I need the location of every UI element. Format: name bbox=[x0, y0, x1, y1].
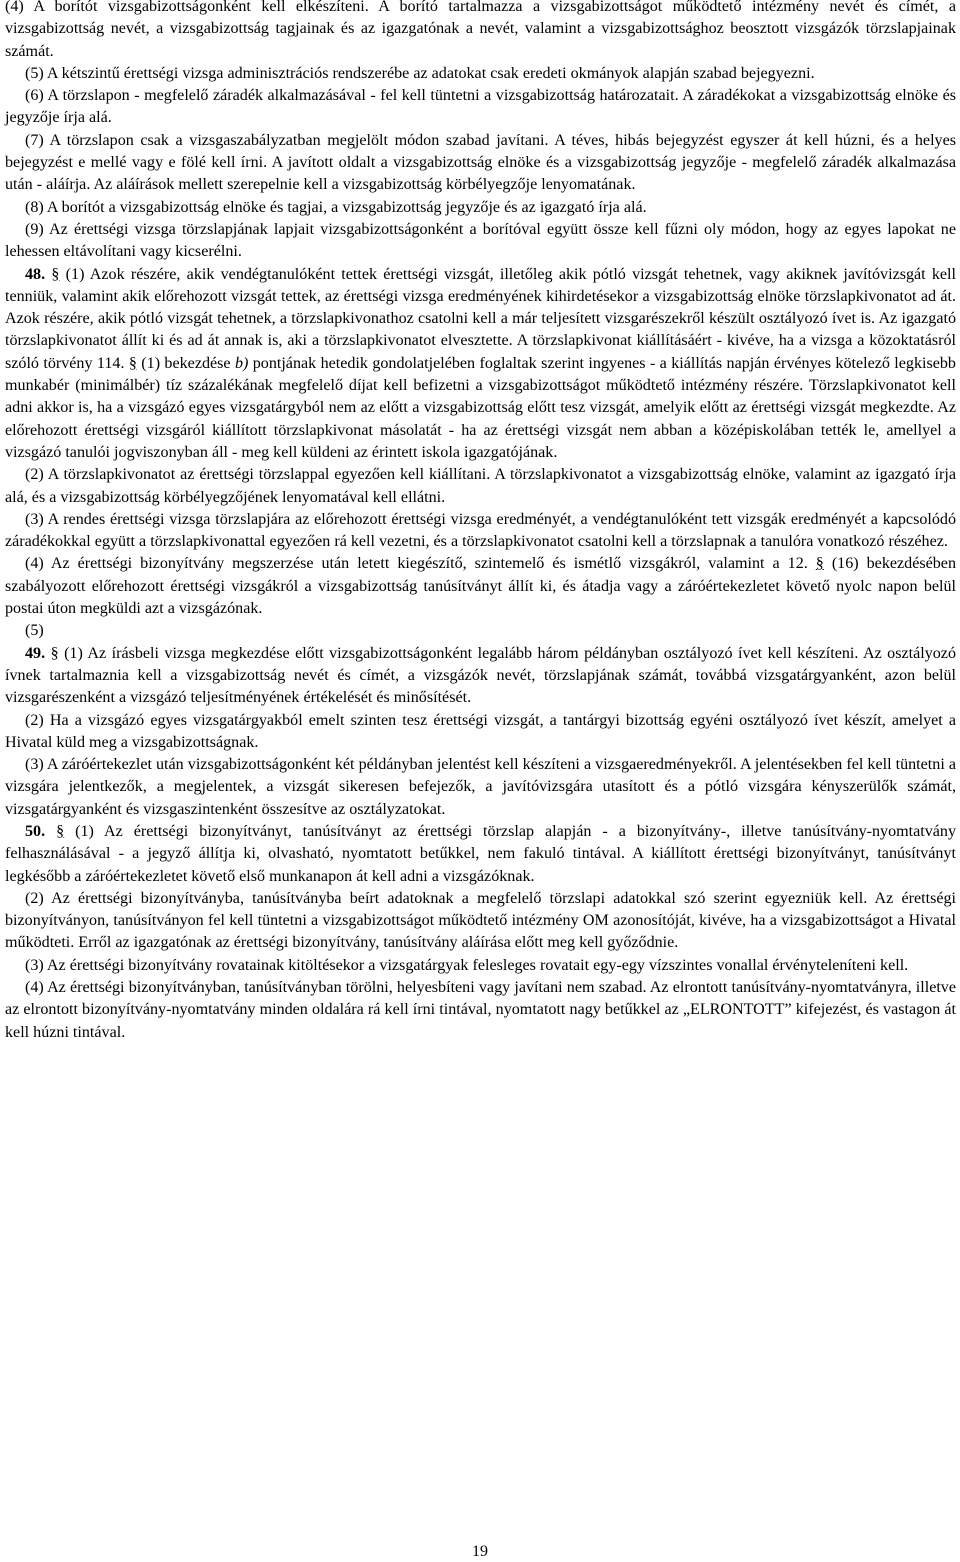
paragraph-text: (4) Az érettségi bizonyítvány megszerzése után letett kiegészítő, szintemelő és ismétlő vizsgákról, valamint a 12. bbox=[25, 555, 816, 573]
section-50-paragraph-2: (2) Az érettségi bizonyítványba, tanúsítványba beírt adatoknak a megfelelő törzslapi adatokkal szó szerint egyezniük kell. Az érettségi bizonyítványon, tanúsítványon fel kell tüntetni a vizsgabizottságot működtető intézmény OM azonosítóját, kivéve, ha a vizsgabizottságot a Hivatal működteti. Erről az igazgatónak az érettségi bizonyítvány, tanúsítvány aláírása előtt meg kell győződnie. bbox=[5, 889, 956, 952]
paragraph-text: pontjának hetedik gondolatjelében foglaltak szerint ingyenes - a kiállítás napján érvényes kötelező legkisebb munkabér (minimálbér) tíz százalékának megfelelő díjat kell befizetni a vizsgabizottságot működtető intézmény részére. Törzslapkivonatot kell adni akkor is, ha a vizsgázó egyes vizsgatárgyból nem az előtt a vizsgabizottság előtt tesz vizsgát, amelyik előtt az érettségi vizsgát megkezdte. Az előrehozott érettségi vizsgáról kiállított törzslapkivonat másolatát - ha az érettségi vizsgát nem abban a középiskolában tették le, amellyel a vizsgázó tanulói jogviszonyban áll - meg kell küldeni az érintett iskola igazgatójának. bbox=[5, 354, 956, 461]
section-number: 49. bbox=[25, 644, 46, 662]
paragraph-7-javitas: (7) A törzslapon csak a vizsgaszabályzatban megjelölt módon szabad javítani. A téves, hibás bejegyzést egyszer át kell húzni, és a helyes bejegyzést e mellé vagy e fölé kell írni. A javított oldalt a vizsgabizottság elnöke és a vizsgabizottság jegyzője - megfelelő záradék alkalmazása után - aláírja. Az aláírások mellett szerepelnie kell a vizsgabizottság körbélyegzője lenyomatának. bbox=[5, 131, 956, 194]
section-sign: § bbox=[51, 265, 60, 283]
paragraph-borito: (4) A borítót vizsgabizottságonként kell elkészíteni. A borító tartalmazza a vizsgabizottságot működtető intézmény nevét és címét, a vizsgabizottság nevét, a vizsgabizottság tagjainak és az igazgatónak a nevét, valamint a vizsgabizottsághoz beosztott vizsgázók törzslapjainak számát. bbox=[5, 0, 956, 60]
page-number: 19 bbox=[472, 1543, 488, 1560]
section-48-paragraph-1 bbox=[5, 264, 956, 465]
section-sign: § bbox=[815, 555, 824, 573]
paragraph-text: (1) Az írásbeli vizsga megkezdése előtt vizsgabizottságonként legalább három példányban osztályozó ívet kell készíteni. Az osztályozó ívnek tartalmaznia kell a vizsgabizottság nevét és címét, a vizsgázók nevét, törzslapjának számát, továbbá vizsgatárgyanként, azon belül vizsgarészenként a vizsgázó teljesítményének értékelését és minősítését. bbox=[5, 644, 956, 707]
section-50-paragraph-3: (3) Az érettségi bizonyítvány rovatainak kitöltésekor a vizsgatárgyak felesleges rovatait egy-egy vízszintes vonallal érvényteleníteni kell. bbox=[25, 956, 909, 974]
section-48-paragraph-3: (3) A rendes érettségi vizsga törzslapjára az előrehozott érettségi vizsga eredményét, a vendégtanulóként tett vizsgák eredményét a kapcsolódó záradékokkal együtt a törzslapkivonattal egyezően rá kell vezetni, és a törzslapkivonatot csatolni kell a törzslapnak a tanulóra vonatkozó részéhez. bbox=[5, 510, 956, 551]
section-48-paragraph-2: (2) A törzslapkivonatot az érettségi törzslappal egyezően kell kiállítani. A törzslapkivonatot a vizsgabizottság elnöke, valamint az igazgató írja alá, és a vizsgabizottság körbélyegzőjének lenyomatával kell ellátni. bbox=[5, 466, 956, 506]
paragraph-text: (16) bekezdésében szabályozott előrehozott érettségi vizsgákról a vizsgabizottság tanúsítványt állít ki, és átadja vagy a záróértekezletet követő nyolc napon belül postai úton megküldi azt a vizsgázónak. bbox=[5, 555, 956, 618]
section-48-paragraph-4 bbox=[5, 553, 956, 620]
paragraph-text: (1) bekezdése bbox=[136, 354, 235, 372]
section-sign: § bbox=[50, 644, 59, 662]
paragraph-text: (1) Az érettségi bizonyítványt, tanúsítványt az érettségi törzslap alapján - a bizonyítvány-, illetve tanúsítvány-nyomtatvány felhasználásával - a jegyző állítja ki, olvasható, nyomtatott betűkkel, nem fakuló tintával. A kiállított érettségi bizonyítványt, tanúsítványt legkésőbb a záróértekezletet követő első munkanapon át kell adni a vizsgázóknak. bbox=[5, 822, 957, 885]
section-50-paragraph-4: (4) Az érettségi bizonyítványban, tanúsítványban törölni, helyesbíteni vagy javítani nem szabad. Az elrontott tanúsítvány-nyomtatványra, illetve az elrontott bizonyítvány-nyomtatvány minden oldalára rá kell írni tintával, nyomtatott nagy betűkkel az „ELRONTOTT” kifejezést, és vastagon át kell húzni tintával. bbox=[5, 979, 956, 1041]
paragraph-8-alairas: (8) A borítót a vizsgabizottság elnöke és tagjai, a vizsgabizottság jegyzője és az igazgató írja alá. bbox=[25, 198, 647, 216]
section-sign: § bbox=[56, 822, 65, 840]
section-50-paragraph-1 bbox=[5, 821, 956, 888]
paragraph-text: (1) Azok részére, akik vendégtanulóként tettek érettségi vizsgát, illetőleg akik pótló vizsgát tehetnek, vagy akiknek javítóvizsgát kell tenniük, valamint akik előrehozott vizsgát tettek, az érettségi vizsga eredményének kihirdetésekor a vizsgabizottság elnöke törzslapkivonatot ad át. Azok részére, akik pótló vizsgát tehetnek, a törzslapkivonathoz csatolni kell a már teljesített vizsgarészekről készült osztályozó ívet is. Az igazgató törzslapkivonatot állít ki és ad át annak is, aki a törzslapkivonatot elvesztette. A törzslapkivonat kiállításáért - kivéve, ha a vizsga a közoktatásról szóló törvény 114. bbox=[5, 265, 957, 372]
section-number: 50. bbox=[25, 822, 46, 840]
paragraph-6-zaradek: (6) A törzslapon - megfelelő záradék alkalmazásával - fel kell tüntetni a vizsgabizottság határozatait. A záradékokat a vizsgabizottság elnöke és jegyzője írja alá. bbox=[5, 87, 956, 127]
section-number: 48. bbox=[25, 265, 46, 283]
section-48-paragraph-5: (5) bbox=[25, 622, 44, 640]
italic-point: b) bbox=[234, 354, 249, 372]
section-sign: § bbox=[128, 354, 137, 372]
section-49-paragraph-3: (3) A záróértekezlet után vizsgabizottságonként két példányban jelentést kell készíteni a vizsgaeredményekről. A jelentésekben fel kell tüntetni a vizsgára jelentkezők, a megjelentek, a vizsgát sikeresen befejezők, a javítóvizsgára utasított és a pótló vizsgára kényszerülők számát, vizsgatárgyanként és vizsgaszintenként összesítve az osztályzatokat. bbox=[5, 756, 956, 818]
paragraph-5-adminisztracio: (5) A kétszintű érettségi vizsga adminisztrációs rendszerébe az adatokat csak eredeti okmányok alapján szabad bejegyezni. bbox=[25, 64, 815, 82]
section-49-paragraph-2: (2) Ha a vizsgázó egyes vizsgatárgyakból emelt szinten tesz érettségi vizsgát, a tantárgyi bizottság egyéni osztályozó ívet készít, amelyet a Hivatal küld meg a vizsgabizottságnak. bbox=[5, 711, 956, 751]
section-49-paragraph-1 bbox=[5, 643, 956, 710]
paragraph-9-fuzes: (9) Az érettségi vizsga törzslapjának lapjait vizsgabizottságonként a borítóval együtt össze kell fűzni oly módon, hogy az egyes lapokat ne lehessen eltávolítani vagy kicserélni. bbox=[5, 220, 956, 261]
document-page bbox=[5, 0, 956, 1044]
